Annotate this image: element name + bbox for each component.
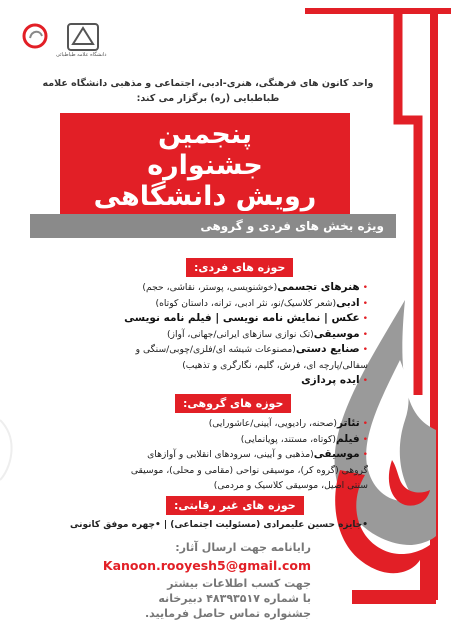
info-line-1: جهت کسب اطلاعات بیشتر <box>167 577 311 590</box>
side-logo-text <box>360 612 363 613</box>
title-line-3: رویش دانشگاهی <box>93 181 317 212</box>
noncompetitive-heading: حوزه های غیر رقابتی: <box>166 496 304 515</box>
info-line-3: جشنواره تماس حاصل فرمایید. <box>144 607 311 620</box>
individual-list <box>28 280 368 389</box>
list-item: • ادبی(شعر کلاسیک/نو، نثر ادبی، ترانه، داستان کوتاه) <box>155 296 368 309</box>
calligraphy-base <box>352 590 436 604</box>
list-item: گروهی (گروه کر)، موسیقی نواحی (مقامی و محلی)، موسیقی <box>130 464 368 476</box>
university-logo <box>68 24 98 50</box>
subtitle-bar: ویژه بخش های فردی و گروهی <box>30 214 396 238</box>
list-item: • تئاتر(صحنه، رادیویی، آیینی/عاشورایی) <box>208 417 368 429</box>
festival-title <box>60 113 350 220</box>
title-line-1: پنجمین <box>157 119 253 150</box>
list-item: • فیلم(کوتاه، مستند، پویانمایی) <box>240 432 368 445</box>
intro-text: واحد کانون های فرهنگی، هنری-ادبی، اجتماعی و مذهبی دانشگاه علامه طباطبایی (ره) برگزار می کند: <box>42 78 374 104</box>
list-item: • صنایع دستی(مصنوعات شیشه ای/فلزی/چوبی/سنگی و <box>135 343 368 355</box>
list-item: • ایده پردازی <box>301 374 368 386</box>
info-line-2: با شماره ۴۸۳۹۳۵۱۷ دبیرخانه <box>158 592 311 605</box>
university-logo-caption: دانشگاه علامه طباطبائی <box>56 52 107 58</box>
kanoon-logo <box>24 25 46 47</box>
list-item: • عکس | نمایش نامه نویسی | فیلم نامه نویسی <box>124 312 368 324</box>
individual-heading: حوزه های فردی: <box>186 258 293 277</box>
list-item: • موسیقی(مذهبی و آیینی، سرودهای انقلابی و آوازهای <box>147 448 368 460</box>
send-label: رایانامه جهت ارسال آثار: <box>175 541 311 554</box>
contact-email[interactable]: Kanoon.rooyesh5@gmail.com <box>102 558 311 573</box>
title-line-2: جشنواره <box>147 150 263 181</box>
group-heading: حوزه های گروهی: <box>175 394 291 413</box>
list-item: سفالی/پارچه ای، فرش، گلیم، نگارگری و تذهیب) <box>182 359 368 371</box>
list-item: • هنرهای تجسمی(خوشنویسی، پوستر، نقاشی، حجم) <box>142 281 368 293</box>
group-list <box>28 416 368 494</box>
list-item: • موسیقی(تک نوازی سازهای ایرانی/جهانی، آواز) <box>166 327 368 340</box>
frame-top-bar <box>305 8 451 14</box>
side-ornament <box>0 420 12 480</box>
noncompetitive-text: •جایزه حسین علیمرادی (مسئولیت اجتماعی) | •چهره موفق کانونی <box>70 520 368 530</box>
list-item: سنتی اصیل، موسیقی کلاسیک و مردمی) <box>213 480 368 491</box>
